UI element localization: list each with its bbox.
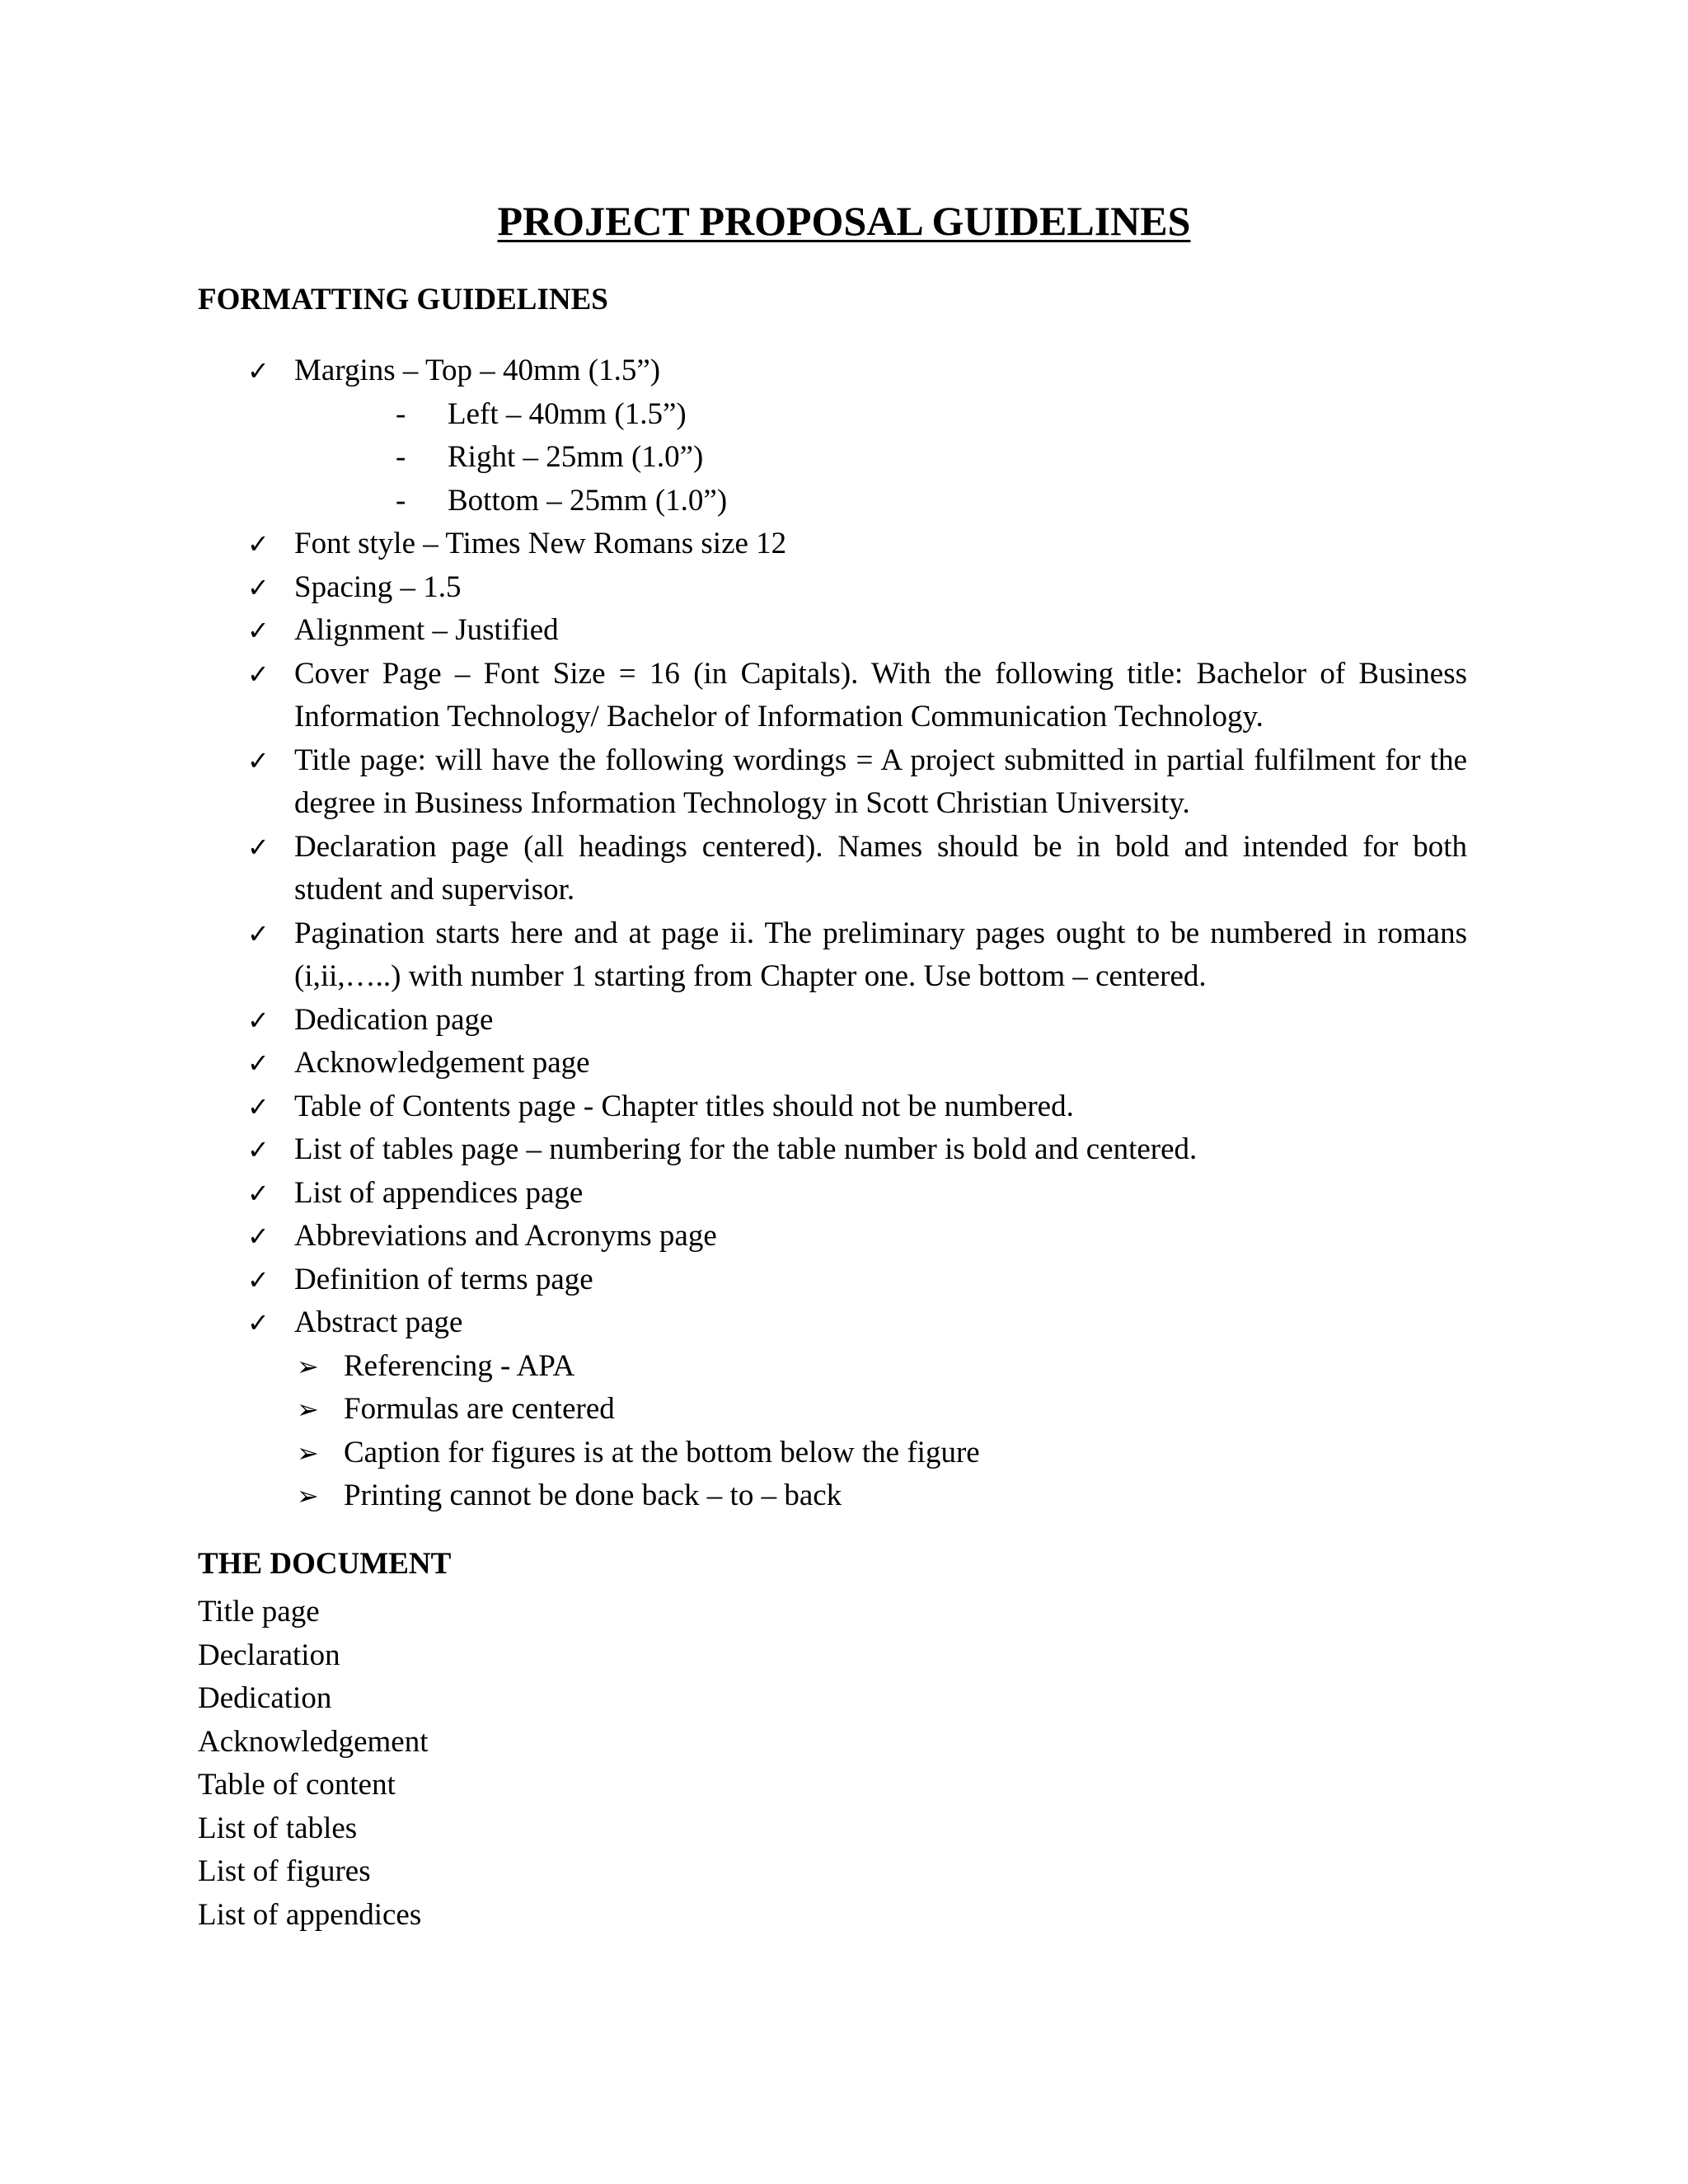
list-item-text: Abstract page — [294, 1305, 463, 1339]
list-item-margins — [198, 349, 1467, 393]
document-section-item: List of figures — [198, 1854, 371, 1888]
list-item — [198, 999, 1467, 1043]
document-section-item: Declaration — [198, 1638, 340, 1672]
check-icon: ✓ — [247, 831, 270, 863]
margin-sub-text: Bottom – 25mm (1.0”) — [448, 483, 728, 518]
document-section-item: Dedication — [198, 1681, 332, 1715]
check-icon: ✓ — [247, 1090, 270, 1122]
list-item-text: Title page: will have the following wordings = A project submitted in partial fulfilment for the degree in Business Information Technology in Scott Christian University. — [294, 743, 1467, 820]
list-item — [198, 826, 1467, 912]
check-icon: ✓ — [247, 1134, 270, 1165]
document-section-item: List of appendices — [198, 1897, 422, 1932]
margin-sub-item — [198, 480, 1467, 523]
list-item — [198, 566, 1467, 610]
arrow-list-item — [198, 1388, 1467, 1432]
arrow-item-text: Formulas are centered — [344, 1392, 615, 1426]
list-item-text: Dedication page — [294, 1002, 494, 1037]
check-icon: ✓ — [247, 1221, 270, 1252]
arrow-item-text: Caption for figures is at the bottom below the figure — [344, 1435, 980, 1469]
check-icon: ✓ — [247, 571, 270, 603]
check-icon: ✓ — [247, 917, 270, 949]
list-item — [198, 1215, 1467, 1258]
check-icon: ✓ — [247, 528, 270, 560]
arrow-list-item — [198, 1345, 1467, 1389]
formatting-guidelines-list — [198, 349, 1467, 1518]
document-section-item: Table of content — [198, 1768, 396, 1802]
arrow-icon: ➢ — [297, 1480, 319, 1511]
list-item — [198, 653, 1467, 739]
check-icon: ✓ — [247, 1307, 270, 1338]
list-item-text: Declaration page (all headings centered). Names should be in bold and intended for both student and supervisor. — [294, 829, 1467, 907]
list-item — [198, 1128, 1467, 1172]
the-document-heading: THE DOCUMENT — [198, 1547, 452, 1581]
margin-sub-text: Left – 40mm (1.5”) — [448, 396, 687, 431]
list-item — [198, 1085, 1467, 1129]
list-item — [198, 1258, 1467, 1302]
list-item-text: Margins – Top – 40mm (1.5”) — [294, 354, 661, 387]
dash-marker: - — [396, 483, 406, 518]
arrow-list-item — [198, 1432, 1467, 1475]
check-icon: ✓ — [247, 1263, 270, 1296]
margin-sub-text: Right – 25mm (1.0”) — [448, 440, 704, 474]
dash-marker: - — [396, 440, 406, 474]
arrow-icon: ➢ — [297, 1436, 319, 1469]
list-item — [198, 1042, 1467, 1085]
list-item-text: Table of Contents page - Chapter titles should not be numbered. — [294, 1089, 1074, 1123]
margin-sub-item — [198, 393, 1467, 437]
document-section-item: List of tables — [198, 1811, 358, 1845]
list-item — [198, 523, 1467, 566]
list-item-text: Cover Page – Font Size = 16 (in Capitals). With the following title: Bachelor of Business Information Technology/ Bachelor of Information Communication Technology. — [294, 656, 1467, 733]
page-title: PROJECT PROPOSAL GUIDELINES — [497, 198, 1191, 244]
check-icon: ✓ — [247, 615, 270, 646]
list-item — [198, 609, 1467, 653]
list-item — [198, 1301, 1467, 1345]
margin-sub-item — [198, 436, 1467, 480]
dash-marker: - — [396, 396, 406, 431]
list-item-text: Spacing – 1.5 — [294, 569, 462, 604]
list-item-text: List of tables page – numbering for the table number is bold and centered. — [294, 1132, 1198, 1166]
list-item — [198, 739, 1467, 826]
arrow-item-text: Printing cannot be done back – to – back — [344, 1479, 842, 1512]
list-item — [198, 912, 1467, 999]
formatting-guidelines-heading: FORMATTING GUIDELINES — [198, 283, 608, 316]
check-icon: ✓ — [247, 658, 270, 690]
list-item-text: Pagination starts here and at page ii. The preliminary pages ought to be numbered in romans (i,ii,…..) with number 1 starting from Chapter one. Use bottom – centered. — [294, 916, 1467, 993]
list-item-text: List of appendices page — [294, 1175, 584, 1210]
check-icon: ✓ — [247, 1177, 270, 1209]
list-item-text: Acknowledgement page — [294, 1046, 590, 1080]
list-item-text: Definition of terms page — [294, 1262, 593, 1296]
document-section-item: Title page — [198, 1595, 320, 1629]
check-icon: ✓ — [247, 1047, 270, 1079]
arrow-icon: ➢ — [297, 1394, 319, 1425]
check-icon: ✓ — [247, 1004, 270, 1036]
arrow-icon: ➢ — [297, 1350, 319, 1382]
check-icon: ✓ — [247, 744, 270, 776]
arrow-item-text: Referencing - APA — [344, 1348, 575, 1383]
document-sections-list — [198, 1591, 428, 1937]
list-item — [198, 1172, 1467, 1216]
check-icon: ✓ — [247, 355, 270, 387]
list-item-text: Alignment – Justified — [294, 613, 559, 647]
arrow-list-item — [198, 1474, 1467, 1518]
list-item-text: Font style – Times New Romans size 12 — [294, 527, 787, 560]
list-item-text: Abbreviations and Acronyms page — [294, 1219, 717, 1253]
document-section-item: Acknowledgement — [198, 1724, 429, 1759]
